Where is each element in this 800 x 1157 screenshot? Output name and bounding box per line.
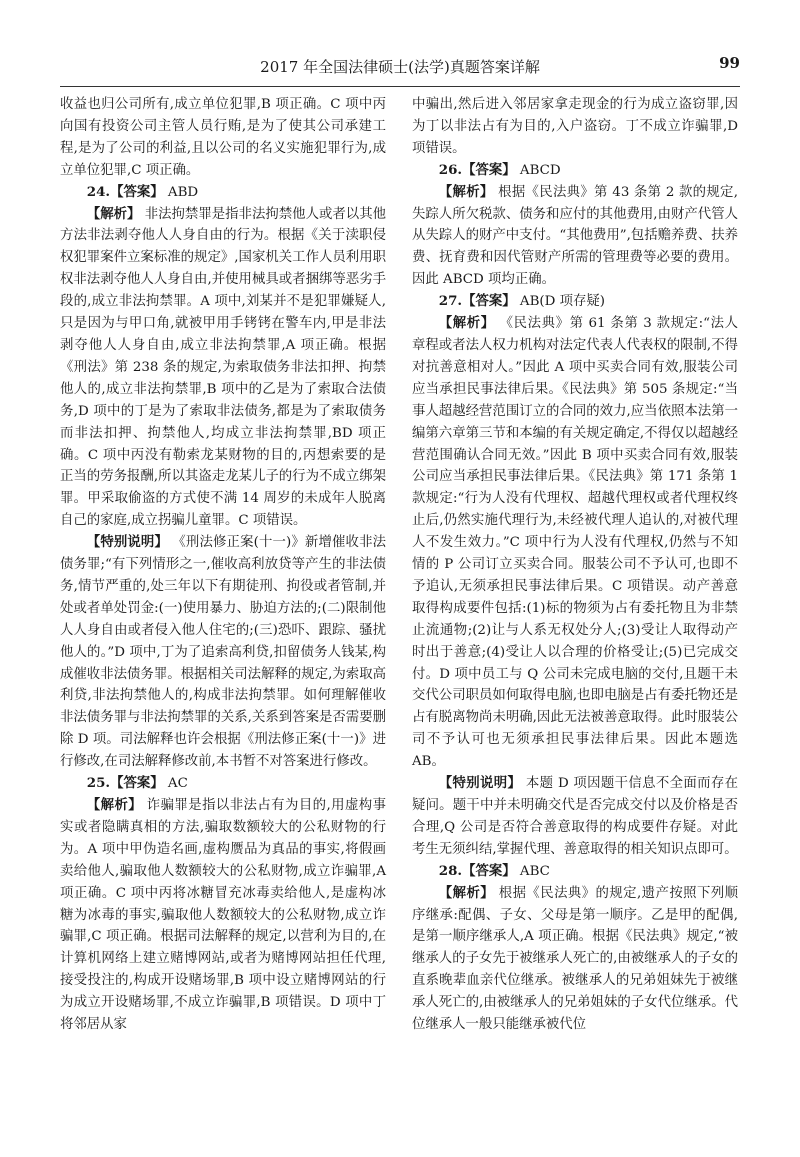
paragraph-label: 26.【答案】	[438, 161, 516, 178]
paragraph	[60, 795, 386, 1036]
paragraph	[412, 883, 738, 1036]
paragraph-label: 【解析】	[86, 205, 141, 222]
paragraph-label: 【解析】	[438, 183, 494, 200]
paragraph-text: 根据《民法典》的规定,遗产按照下列顺序继承:配偶、子女、父母是第一顺序。乙是甲的配偶,是第一顺序继承人,A 项正确。根据《民法典》规定,“被继承人的子女先于被继承人死亡的,由被继承人的子女的直系晚辈血亲代位继承。被继承人的兄弟姐妹先于被继承人死亡的,由被继承人的兄弟姐妹的子女代位继承。代位继承人一般只能继承被代位	[412, 885, 739, 1033]
paragraph	[412, 773, 738, 861]
paragraph-label: 【解析】	[438, 884, 495, 901]
paragraph	[412, 861, 738, 883]
paragraph-text: 中骗出,然后进入邻居家拿走现金的行为成立盗窃罪,因为丁以非法占有为目的,入户盗窃。丁不成立诈骗罪,D 项错误。	[412, 97, 738, 156]
paragraph	[60, 773, 386, 795]
paragraph-label: 25.【答案】	[86, 775, 164, 792]
paragraph-label: 28.【答案】	[438, 862, 516, 879]
paragraph-label: 【特别说明】	[438, 775, 522, 792]
paragraph	[412, 160, 738, 182]
paragraph-label: 27.【答案】	[438, 293, 516, 310]
paragraph	[60, 204, 386, 533]
paragraph	[60, 532, 386, 773]
paragraph-text: ABCD	[515, 162, 561, 178]
paragraph-label: 【特别说明】	[86, 534, 168, 551]
paragraph-label: 【解析】	[438, 315, 495, 332]
paragraph	[412, 94, 738, 160]
left-column	[60, 94, 386, 1036]
paragraph-text: 《刑法修正案(十一)》新增催收非法债务罪;“有下列情形之一,催收高利放贷等产生的非法债务,情节严重的,处三年以下有期徒刑、拘役或者管制,并处或者单处罚金:(一)使用暴力、胁迫方法的;(二)限制他人人身自由或者侵入他人住宅的;(三)恐吓、跟踪、骚扰他人的。”D 项中,丁为了追索高利贷,扣留债务人钱某,构成催收非法债务罪。根据相关司法解释的规定,为索取高利贷,非法拘禁他人的,构成非法拘禁罪。如何理解催收非法债务罪与非法拘禁罪的关系,关系到答案是否需要删除 D 项。司法解释也许会根据《刑法修正案(十一)》进行修改,在司法解释修改前,本书暂不对答案进行修改。	[60, 535, 386, 770]
paragraph-text: 本题 D 项因题干信息不全面而存在疑问。题干中并未明确交代是否完成交付以及价格是否合理,Q 公司是否符合善意取得的构成要件存疑。对此考生无须纠结,掌握代理、善意取得的相关知识点即可。	[412, 776, 738, 857]
page-number: 99	[719, 54, 740, 72]
paragraph-text: AB(D 项存疑)	[515, 294, 606, 310]
paragraph-text: AC	[163, 776, 188, 792]
paragraph-label: 【解析】	[86, 797, 143, 813]
paragraph-text: ABD	[163, 184, 199, 200]
book-title: 2017 年全国法律硕士(法学)真题答案详解	[260, 58, 540, 76]
paragraph-text: 收益也归公司所有,成立单位犯罪,B 项正确。C 项中丙向国有投资公司主管人员行贿,是为了使其公司承建工程,是为了公司的利益,且以公司的名义实施犯罪行为,成立单位犯罪,C 项正确。	[60, 97, 386, 178]
paragraph	[412, 313, 738, 773]
paragraph	[412, 291, 738, 313]
right-column	[412, 94, 738, 1036]
paragraph-text: ABC	[515, 863, 550, 879]
paragraph	[60, 182, 386, 204]
paragraph-text: 诈骗罪是指以非法占有为目的,用虚构事实或者隐瞒真相的方法,骗取数额较大的公私财物的行为。A 项中甲伪造名画,虚构赝品为真品的事实,将假画卖给他人,骗取他人数额较大的公私财物,成立诈骗罪,A 项正确。C 项中丙将冰糖冒充冰毒卖给他人,是虚构冰糖为冰毒的事实,骗取他人数额较大的公私财物,成立诈骗罪,C 项正确。根据司法解释的规定,以营利为目的,在计算机网络上建立赌博网站,或者为赌博网站担任代理,接受投注的,构成开设赌场罪,B 项中设立赌博网站的行为成立开设赌场罪,不成立诈骗罪,B 项错误。D 项中丁将邻居从家	[60, 798, 387, 1033]
paragraph-text: 根据《民法典》第 43 条第 2 款的规定,失踪人所欠税款、债务和应付的其他费用,由财产代管人从失踪人的财产中支付。“其他费用”,包括赡养费、扶养费、抚育费和因代管财产所需的管理费等必要的费用。因此 ABCD 项均正确。	[412, 184, 738, 288]
paragraph	[60, 94, 386, 182]
page-header	[60, 52, 740, 87]
paragraph-text: 《民法典》第 61 条第 3 款规定:“法人章程或者法人权力机构对法定代表人代表权的限制,不得对抗善意相对人。”因此 A 项中买卖合同有效,服装公司应当承担民事法律后果。《民法典》第 505 条规定:“当事人超越经营范围订立的合同的效力,应当依照本法第一编第六章第三节和本编的有关规定确定,不得仅以超越经营范围确认合同无效。”因此 B 项中买卖合同有效,服装公司应当承担民事法律后果。《民法典》第 171 条第 1 款规定:“行为人没有代理权、超越代理权或者代理权终止后,仍然实施代理行为,未经被代理人追认的,对被代理人不发生效力。”C 项中行为人没有代理权,仍然与不知情的 P 公司订立买卖合同。服装公司不予认可,也即不予追认,无须承担民事法律后果。C 项错误。动产善意取得构成要件包括:(1)标的物须为占有委托物且为非禁止流通物;(2)让与人系无权处分人;(3)受让人取得动产时出于善意;(4)受让人以合理的价格受让;(5)已完成交付。D 项中员工与 Q 公司未完成电脑的交付,且题干未交代公司职员如何取得电脑,也即电脑是占有委托物还是占有脱离物尚未明确,因此无法被善意取得。此时服装公司不予认可也无须承担民事法律后果。因此本题选 AB。	[412, 316, 739, 770]
paragraph-label: 24.【答案】	[86, 183, 164, 200]
paragraph	[412, 182, 738, 292]
paragraph-text: 非法拘禁罪是指非法拘禁他人或者以其他方法非法剥夺他人人身自由的行为。根据《关于渎职侵权犯罪案件立案标准的规定》,国家机关工作人员利用职权非法剥夺他人人身自由,并使用械具或者捆绑等恶劣手段的,成立非法拘禁罪。A 项中,刘某并不是犯罪嫌疑人,只是因为与甲口角,就被甲用手铐铐在警车内,甲是非法剥夺他人人身自由,成立非法拘禁罪,A 项正确。根据《刑法》第 238 条的规定,为索取债务非法扣押、拘禁他人的,成立非法拘禁罪,B 项中的乙是为了索取合法债务,D 项中的丁是为了索取非法债务,都是为了索取债务而非法扣押、拘禁他人,均成立非法拘禁罪,BD 项正确。C 项中丙没有勒索龙某财物的目的,丙想索要的是正当的劳务报酬,所以其盗走龙某儿子的行为不成立绑架罪。甲采取偷盗的方式使不满 14 周岁的未成年人脱离自己的家庭,成立拐骗儿童罪。C 项错误。	[60, 206, 386, 529]
